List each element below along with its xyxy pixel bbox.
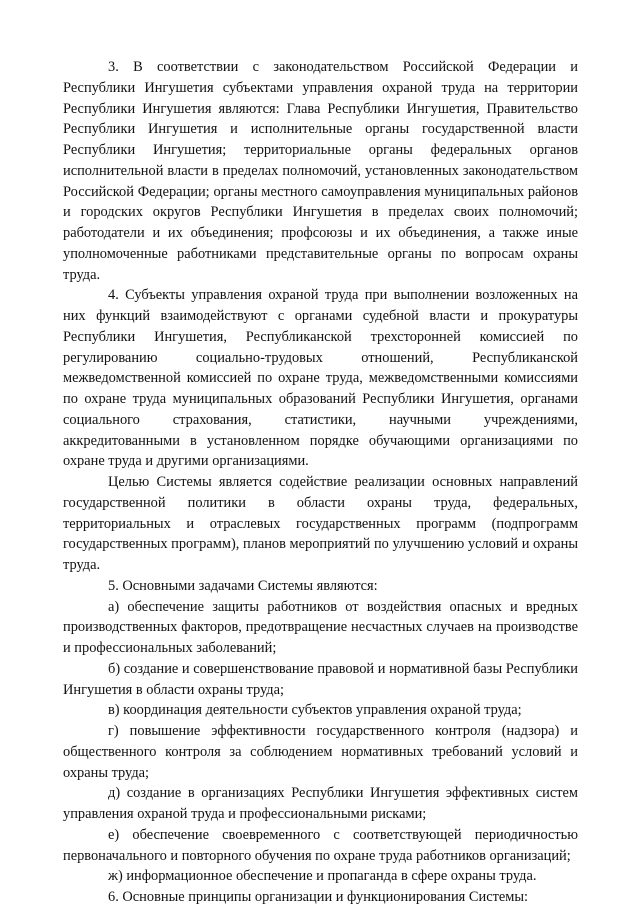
task-item-v: в) координация деятельности субъектов управления охраной труда; (108, 702, 522, 719)
paragraph-3-subjects: 3. В соответствии с законодательством Российской Федерации и Республики Ингушетия субъектами управления охраной труда на территории Республики Ингушетия являются: Глава Республики Ингушетия, Правительство Республики Ингушетия и исполнительные органы государственной власти Республики Ингушетия; территориальные органы федеральных органов исполнительной власти в пределах полномочий, установленных законодательством Российской Федерации; органы местного самоуправления муниципальных районов и городских округов Республики Ингушетия в пределах своих полномочий; работодатели и их объединения; профсоюзы и их объединения, а также иные уполномоченные работниками представительные органы по вопросам охраны труда. (63, 59, 578, 283)
task-item-b: б) создание и совершенствование правовой и нормативной базы Республики Ингушетия в области охраны труда; (63, 660, 578, 698)
paragraph-5-tasks-heading: 5. Основными задачами Системы являются: (108, 577, 378, 594)
document-page (63, 57, 578, 908)
task-item-d: д) создание в организациях Республики Ингушетия эффективных систем управления охраной труда и профессиональными рисками; (63, 785, 578, 822)
task-item-e: е) обеспечение своевременного с соответствующей периодичностью первоначального и повторного обучения по охране труда работников организаций; (63, 826, 578, 864)
paragraph-goal: Целью Системы является содействие реализации основных направлений государственной политики в области охраны труда, федеральных, территориальных и отраслевых государственных программ (подпрограмм государственных программ), планов мероприятий по улучшению условий и охраны труда. (63, 474, 578, 573)
paragraph-4-interaction: 4. Субъекты управления охраной труда при выполнении возложенных на них функций взаимодействуют с органами судебной власти и прокуратуры Республики Ингушетия, Республиканской трехсторонней комиссией по регулированию социально-трудовых отношений, Республиканской межведомственной комиссией по охране труда, межведомственными комиссиями по охране труда муниципальных образований Республики Ингушетия, органами социального страхования, статистики, научными учреждениями, аккредитованными в установленном порядке обучающими организациями по охране труда и другими организациями. (63, 287, 578, 470)
task-item-zh: ж) информационное обеспечение и пропаганда в сфере охраны труда. (108, 868, 537, 885)
paragraph-6-principles-heading: 6. Основные принципы организации и функционирования Системы: (108, 889, 529, 905)
task-item-a: а) обеспечение защиты работников от воздействия опасных и вредных производственных факторов, предотвращение несчастных случаев на производстве и профессиональных заболеваний; (63, 598, 578, 656)
task-item-g: г) повышение эффективности государственного контроля (надзора) и общественного контроля за соблюдением нормативных требований условий и охраны труда; (63, 723, 578, 781)
